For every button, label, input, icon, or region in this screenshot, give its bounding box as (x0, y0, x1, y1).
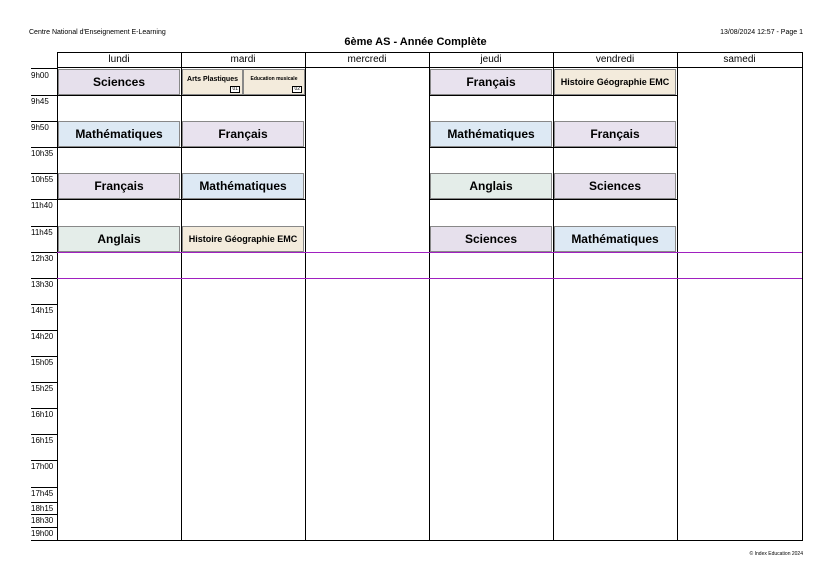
day-header-mercredi: mercredi (347, 54, 387, 65)
time-label: 16h10 (31, 410, 54, 419)
time-label: 15h25 (31, 384, 54, 393)
time-label: 14h20 (31, 332, 54, 341)
time-tick (31, 330, 57, 331)
lesson-mardi-francais[interactable]: Français (182, 121, 304, 147)
time-label: 11h40 (31, 201, 53, 210)
lesson-jeudi-mathematiques[interactable]: Mathématiques (430, 121, 552, 147)
grid-col-line (677, 52, 678, 541)
time-tick (31, 173, 57, 174)
time-tick (31, 408, 57, 409)
day-header-samedi: samedi (723, 54, 756, 65)
time-label: 10h55 (31, 175, 54, 184)
day-header-vendredi: vendredi (595, 54, 635, 65)
time-label: 18h30 (31, 516, 54, 525)
lesson-vendredi-francais[interactable]: Français (554, 121, 676, 147)
time-label: 17h45 (31, 489, 54, 498)
row-separator (57, 199, 305, 200)
time-label: 18h15 (31, 504, 54, 513)
lesson-vendredi-sciences[interactable]: Sciences (554, 173, 676, 199)
lesson-mardi-education-musicale[interactable] (243, 69, 305, 95)
row-separator (429, 199, 677, 200)
lesson-mardi-mathematiques[interactable]: Mathématiques (182, 173, 304, 199)
time-tick (31, 356, 57, 357)
row-separator (429, 147, 677, 148)
time-tick (31, 68, 57, 69)
lesson-vendredi-mathematiques[interactable]: Mathématiques (554, 226, 676, 252)
time-tick (31, 278, 57, 279)
time-label: 19h00 (31, 529, 54, 538)
day-header-jeudi: jeudi (480, 54, 502, 65)
time-label: 9h00 (31, 71, 49, 80)
room-badge: 01 (232, 86, 238, 92)
time-label: 16h15 (31, 436, 54, 445)
page-title: 6ème AS - Année Complète (344, 36, 487, 48)
day-header-lundi: lundi (108, 54, 130, 65)
lunch-end-line (57, 278, 802, 279)
grid-col-line (802, 52, 803, 541)
time-tick (31, 121, 57, 122)
time-label: 17h00 (31, 462, 54, 471)
grid-col-line (305, 52, 306, 541)
lunch-start-line (57, 252, 802, 253)
print-date-page: 13/08/2024 12:57 - Page 1 (720, 29, 803, 36)
time-tick (31, 514, 57, 515)
time-tick (31, 460, 57, 461)
time-tick (31, 252, 57, 253)
time-tick (31, 199, 57, 200)
copyright-footer: © Index Education 2024 (749, 551, 803, 557)
day-header-mardi: mardi (230, 54, 256, 65)
time-label: 15h05 (31, 358, 54, 367)
time-label: 9h45 (31, 97, 49, 106)
lesson-jeudi-sciences[interactable]: Sciences (430, 226, 552, 252)
time-label: 13h30 (31, 280, 54, 289)
time-tick (31, 382, 57, 383)
time-tick (31, 147, 57, 148)
time-label: 10h35 (31, 149, 54, 158)
time-tick (31, 502, 57, 503)
lesson-lundi-mathematiques[interactable]: Mathématiques (58, 121, 180, 147)
time-tick (31, 434, 57, 435)
lesson-vendredi-histoire-geographie[interactable]: Histoire Géographie EMC (554, 69, 676, 95)
lesson-lundi-francais[interactable]: Français (58, 173, 180, 199)
row-separator (57, 95, 305, 96)
time-label: 12h30 (31, 254, 54, 263)
lesson-lundi-sciences[interactable]: Sciences (58, 69, 180, 95)
lesson-lundi-anglais[interactable]: Anglais (58, 226, 180, 252)
row-separator (57, 147, 305, 148)
time-label: 11h45 (31, 228, 53, 237)
grid-bottom-border (31, 540, 802, 541)
lesson-label: Education musicale (250, 76, 298, 82)
lesson-label: Arts Plastiques (187, 76, 238, 83)
school-name: Centre National d'Enseignement E-Learning (29, 29, 166, 36)
lesson-jeudi-francais[interactable]: Français (430, 69, 552, 95)
time-tick (31, 304, 57, 305)
time-label: 9h50 (31, 123, 49, 132)
time-label: 14h15 (31, 306, 54, 315)
lesson-mardi-histoire-geographie[interactable]: Histoire Géographie EMC (182, 226, 304, 252)
time-tick (31, 95, 57, 96)
lesson-mardi-arts-plastiques[interactable] (182, 69, 243, 95)
time-tick (31, 527, 57, 528)
row-separator (429, 95, 677, 96)
room-badge: 02 (294, 86, 300, 92)
time-tick (31, 226, 57, 227)
time-tick (31, 487, 57, 488)
lesson-jeudi-anglais[interactable]: Anglais (430, 173, 552, 199)
